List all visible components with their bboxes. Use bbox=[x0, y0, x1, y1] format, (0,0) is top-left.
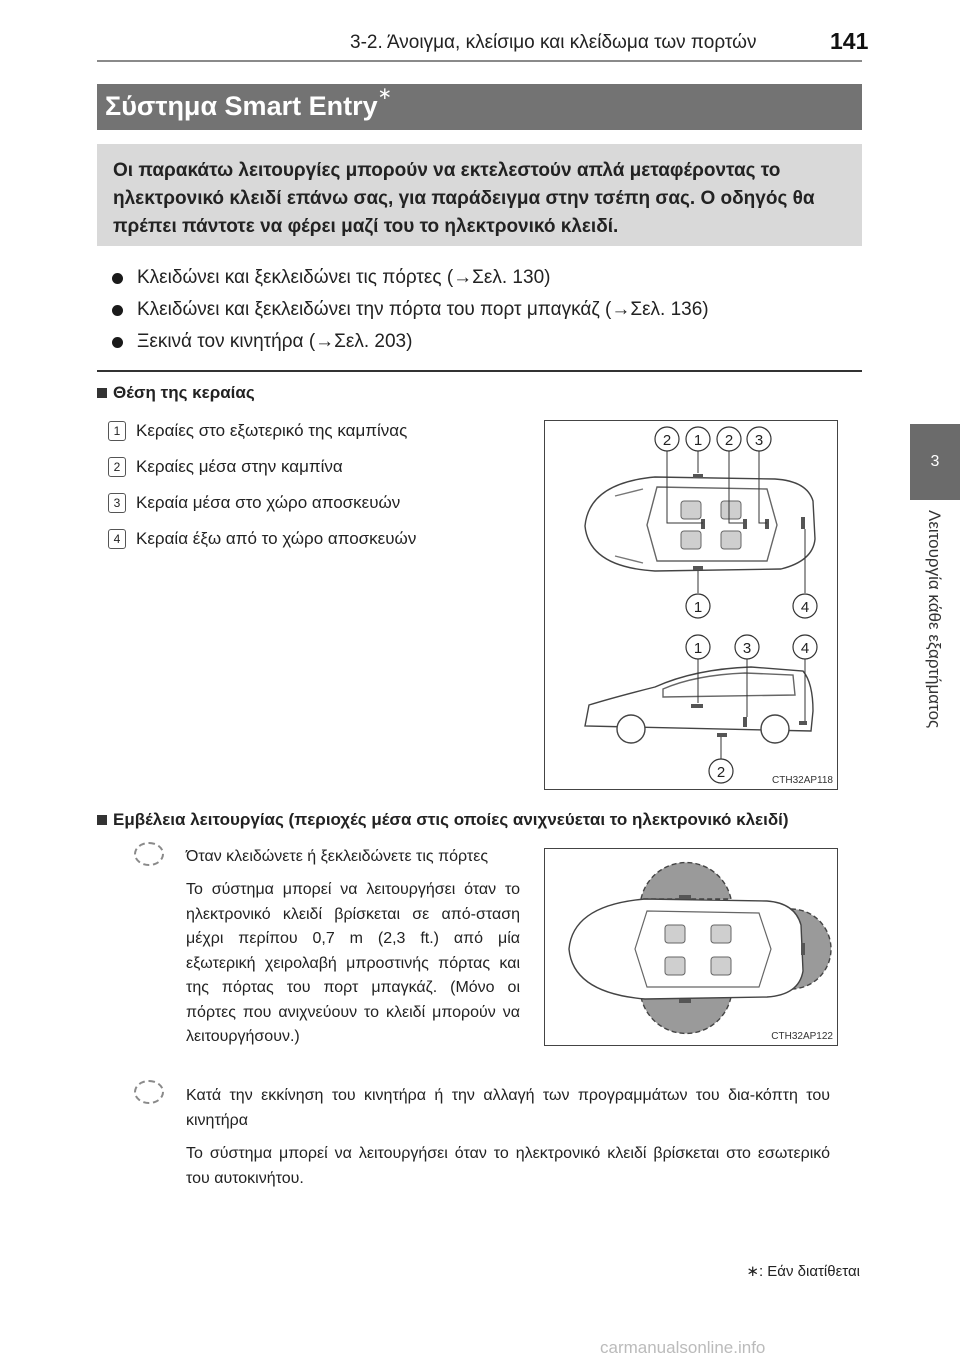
range-heading: Εμβέλεια λειτουργίας (περιοχές μέσα στις οποίες ανιχνεύεται το ηλεκτρονικό κλειδί) bbox=[97, 810, 789, 830]
callout-label: 3 bbox=[754, 432, 764, 449]
chapter-tab bbox=[910, 424, 960, 500]
range-block-1-text: Το σύστημα μπορεί να λειτουργήσει όταν το ηλεκτρονικό κλειδί βρίσκεται σε από-σταση μέχρι περίπου 0,7 m (2,3 ft.) από μία εξωτερική χειρολαβή μπροστινής πόρτας και της πόρτας του πορτ μπαγκάζ. (Μόνο οι πόρτες που ανιχνεύουν το κλειδί μπορούν να λειτουργήσουν.) bbox=[186, 881, 520, 1045]
feature-list bbox=[112, 262, 709, 358]
chapter-tab-number: 3 bbox=[930, 453, 940, 470]
car-antenna-illustration bbox=[545, 421, 837, 789]
feature-item: Ξεκινά τον κινητήρα (→Σελ. 203) bbox=[112, 326, 709, 358]
callout-label: 1 bbox=[693, 599, 703, 616]
step-marker-icon bbox=[134, 842, 164, 866]
feature-item: Κλειδώνει και ξεκλειδώνει τις πόρτες (→Σελ. 130) bbox=[112, 262, 709, 294]
figure-code: CTH32AP118 bbox=[772, 775, 833, 786]
detection-range-illustration bbox=[545, 849, 837, 1045]
page-number: 141 bbox=[830, 28, 869, 54]
footnote: ∗: Εάν διατίθεται bbox=[746, 1263, 860, 1280]
step-marker-icon bbox=[134, 1080, 164, 1104]
callout-label: 3 bbox=[742, 640, 752, 657]
bullet-icon bbox=[112, 337, 123, 348]
range-figure bbox=[544, 848, 838, 1046]
antenna-item: 1 Κεραίες στο εξωτερικό της καμπίνας bbox=[108, 413, 416, 449]
callout-label: 4 bbox=[800, 599, 810, 616]
section-divider bbox=[97, 370, 862, 372]
bullet-icon bbox=[112, 305, 123, 316]
antenna-item: 2 Κεραίες μέσα στην καμπίνα bbox=[108, 449, 416, 485]
intro-box: Οι παρακάτω λειτουργίες μπορούν να εκτελεστούν απλά μεταφέροντας το ηλεκτρονικό κλειδί επάνω σας, για παράδειγμα στην τσέπη σας. Ο οδηγός θα πρέπει πάντοτε να φέρει μαζί του το ηλεκτρονικό κλειδί. bbox=[97, 144, 862, 246]
callout-label: 2 bbox=[662, 432, 672, 449]
header-divider bbox=[97, 60, 862, 62]
antenna-figure bbox=[544, 420, 838, 790]
watermark: carmanualsonline.info bbox=[600, 1338, 766, 1357]
feature-item: Κλειδώνει και ξεκλειδώνει την πόρτα του πορτ μπαγκάζ (→Σελ. 136) bbox=[112, 294, 709, 326]
callout-label: 2 bbox=[724, 432, 734, 449]
range-block-2-text: Το σύστημα μπορεί να λειτουργήσει όταν το ηλεκτρονικό κλειδί βρίσκεται στο εσωτερικό του αυτοκινήτου. bbox=[186, 1145, 830, 1187]
range-block-2-title: Κατά την εκκίνηση του κινητήρα ή την αλλαγή των προγραμμάτων του δια-κόπτη του κινητήρα bbox=[186, 1087, 830, 1129]
square-bullet-icon bbox=[97, 815, 107, 825]
antenna-heading: Θέση της κεραίας bbox=[97, 383, 255, 403]
antenna-item: 4 Κεραία έξω από το χώρο αποσκευών bbox=[108, 521, 416, 557]
callout-label: 2 bbox=[716, 764, 726, 781]
antenna-list bbox=[108, 413, 416, 557]
callout-label: 4 bbox=[800, 640, 810, 657]
section-title-text: Σύστημα Smart Entry bbox=[105, 91, 378, 121]
callout-label: 1 bbox=[693, 432, 703, 449]
optional-mark: ∗ bbox=[746, 1263, 759, 1280]
callout-label: 1 bbox=[693, 640, 703, 657]
section-title bbox=[97, 84, 862, 130]
figure-code: CTH32AP122 bbox=[771, 1031, 833, 1042]
optional-mark: ∗ bbox=[377, 84, 392, 103]
bullet-icon bbox=[112, 273, 123, 284]
chapter-header: 3-2. Άνοιγμα, κλείσιμο και κλείδωμα των πορτών bbox=[350, 32, 757, 53]
antenna-item: 3 Κεραία μέσα στο χώρο αποσκευών bbox=[108, 485, 416, 521]
range-block-1-title: Όταν κλειδώνετε ή ξεκλειδώνετε τις πόρτες bbox=[186, 848, 489, 865]
square-bullet-icon bbox=[97, 388, 107, 398]
chapter-tab-label: Λειτουργία κάθε εξαρτήματος bbox=[925, 510, 944, 729]
